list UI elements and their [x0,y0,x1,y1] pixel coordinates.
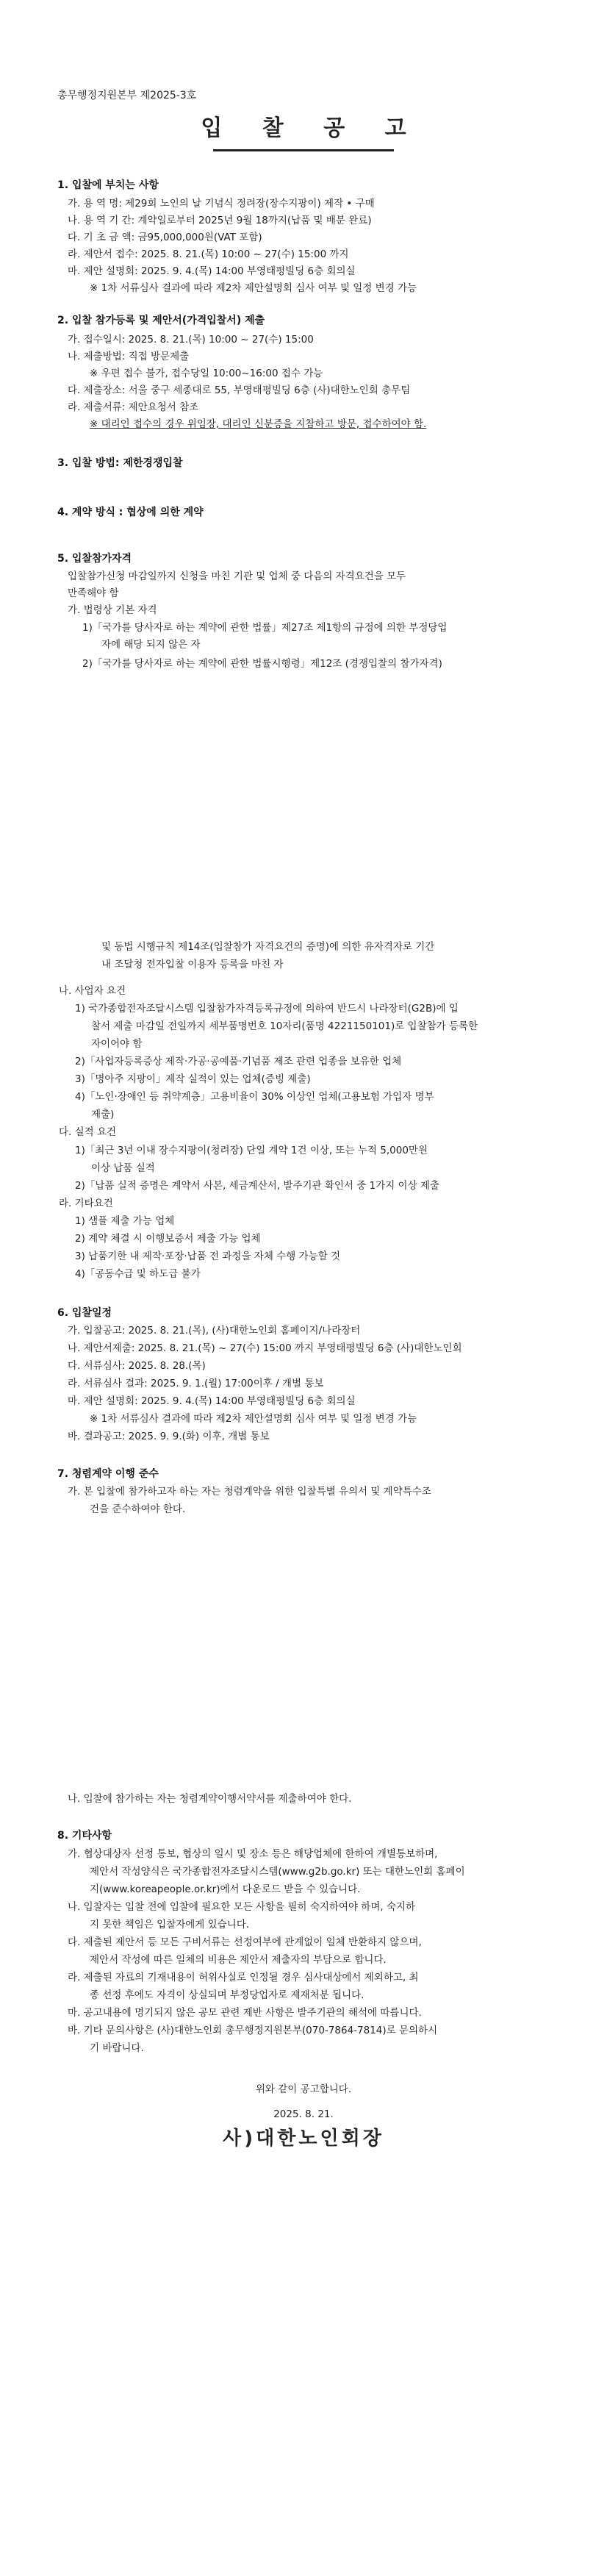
section-2-item-d-note: ※ 대리인 접수의 경우 위임장, 대리인 신분증을 지참하고 방문, 접수하여야 함. [90,418,427,430]
section-5-item-b4-line1: 4)「노인·장애인 등 취약계층」고용비율이 30% 이상인 업체(고용보험 가입자 명부 [75,1091,434,1103]
section-5-item-b2: 2)「사업자등록증상 제작·가공·공예품·기념품 제조 관련 업종을 보유한 업체 [75,1056,402,1067]
section-7-heading: 7. 청렴계약 이행 준수 [57,1468,159,1480]
section-2-item-b-note: ※ 우편 접수 불가, 접수당일 10:00~16:00 접수 가능 [90,368,323,379]
section-8-item-b-line2: 지 못한 책임은 입찰자에게 있습니다. [90,1919,250,1931]
section-6-item-a: 가. 입찰공고: 2025. 8. 21.(목), (사)대한노인회 홈페이지/나라장터 [68,1325,361,1337]
section-5-item-d: 라. 기타요건 [59,1198,113,1209]
section-1-note: ※ 1차 서류심사 결과에 따라 제2차 제안설명회 심사 여부 및 일정 변경 가능 [90,282,417,294]
section-8-item-a-line1: 가. 협상대상자 선정 통보, 협상의 일시 및 장소 등은 해당업체에 한하여 개별통보하며, [68,1848,438,1860]
section-7-item-a-line1: 가. 본 입찰에 참가하고자 하는 자는 청렴계약을 위한 입찰특별 유의서 및 계약특수조 [68,1486,431,1498]
section-8-item-e: 마. 공고내용에 명기되지 않은 공모 관련 제반 사항은 발주기관의 해석에 따릅니다. [68,2007,422,2019]
section-6-note: ※ 1차 서류심사 결과에 따라 제2차 제안설명회 심사 여부 및 일정 변경 가능 [90,1413,417,1425]
section-5-item-a2-line2: 및 동법 시행규칙 제14조(입찰참가 자격요건의 증명)에 의한 유자격자로 기간 [101,941,435,953]
section-8-heading: 8. 기타사항 [57,1830,112,1842]
section-8-item-d-line2: 종 선정 후에도 자격이 상실되며 부정당업자로 제재처분 됩니다. [90,1989,364,2001]
section-5-item-c1-line2: 이상 납품 실적 [91,1162,155,1174]
section-6-item-f: 바. 결과공고: 2025. 9. 9.(화) 이후, 개별 통보 [68,1431,270,1442]
section-6-item-b: 나. 제안서제출: 2025. 8. 21.(목) ~ 27(수) 15:00 까지 부영태평빌딩 6층 (사)대한노인회 [68,1342,462,1354]
section-1-item-d: 라. 제안서 접수: 2025. 8. 21.(목) 10:00 ~ 27(수) 15:00 까지 [68,248,349,260]
section-8-item-a-line2: 제안서 작성양식은 국가종합전자조달시스템(www.g2b.go.kr) 또는 대한노인회 홈페이 [90,1866,465,1878]
section-2-item-d: 라. 제출서류: 제안요청서 참조 [68,401,199,413]
section-5-item-c1-line1: 1)「최근 3년 이내 장수지팡이(청려장) 단일 계약 1건 이상, 또는 누적 5,000만원 [75,1145,428,1156]
section-5-item-c: 다. 실적 요건 [59,1126,117,1138]
section-1-item-b: 나. 용 역 기 간: 계약일로부터 2025년 9월 18까지(납품 및 배분 완료) [68,215,372,226]
section-2-item-a: 가. 접수일시: 2025. 8. 21.(목) 10:00 ~ 27(수) 15:00 [68,334,314,346]
section-5-item-a1-line1: 1)「국가를 당사자로 하는 계약에 관한 법률」제27조 제1항의 규정에 의한 부정당업 [82,622,448,634]
issuing-organization: 사)대한노인회장 [223,2128,384,2150]
closing-statement: 위와 같이 공고합니다. [255,2083,352,2095]
section-5-item-a1-line2: 자에 해당 되지 않은 자 [101,639,201,651]
section-1-heading: 1. 입찰에 부치는 사항 [57,179,159,191]
section-8-item-d-line1: 라. 제출된 자료의 기재내용이 허위사실로 인정될 경우 심사대상에서 제외하고, 최 [68,1972,419,1983]
section-1-item-a: 가. 용 역 명: 제29회 노인의 날 기념식 정려장(장수지팡이) 제작 • 구매 [68,198,375,210]
section-5-item-d2: 2) 계약 체결 시 이행보증서 제출 가능 업체 [75,1233,261,1245]
section-5-item-a: 가. 법령상 기본 자격 [68,604,157,616]
section-2-heading: 2. 입찰 참가등록 및 제안서(가격입찰서) 제출 [57,315,265,326]
section-5-item-b1-line1: 1) 국가종합전자조달시스템 입찰참가자격등록규정에 의하여 반드시 나라장터(G2B)에 입 [75,1003,459,1015]
section-5-item-b3: 3)「명아주 지팡이」제작 실적이 있는 업체(증빙 제출) [75,1073,311,1085]
section-6-heading: 6. 입찰일정 [57,1307,112,1319]
section-5-item-a2-line1: 2)「국가를 당사자로 하는 계약에 관한 법률시행령」제12조 (경쟁입찰의 참가자격) [82,658,442,670]
section-5-heading: 5. 입찰참가자격 [57,553,132,565]
closing-date: 2025. 8. 21. [273,2108,334,2120]
section-5-item-a2-line3: 내 조달청 전자입찰 이용자 등록을 마친 자 [101,959,284,970]
section-3-heading: 3. 입찰 방법: 제한경쟁입찰 [57,457,183,469]
section-8-item-a-line3: 지(www.koreapeople.or.kr)에서 다운로드 받을 수 있습니다. [90,1883,361,1895]
section-2-item-b: 나. 제출방법: 직접 방문제출 [68,351,190,362]
section-8-item-b-line1: 나. 입찰자는 입찰 전에 입찰에 필요한 모든 사항을 필히 숙지하여야 하며, 숙지하 [68,1901,416,1913]
section-5-item-c2: 2)「납품 실적 증명은 계약서 사본, 세금계산서, 발주기관 확인서 중 1가지 이상 제출 [75,1180,440,1192]
section-8-item-f-line1: 바. 기타 문의사항은 (사)대한노인회 총무행정지원본부(070-7864-7814)로 문의하시 [68,2025,438,2036]
section-6-item-e: 마. 제안 설명회: 2025. 9. 4.(목) 14:00 부영태평빌딩 6층 회의실 [68,1395,356,1407]
section-5-item-b1-line2: 찰서 제출 마감일 전일까지 세부품명번호 10자리(품명 4221150101)로 입찰참가 등록한 [91,1020,478,1032]
section-5-item-d3: 3) 납품기한 내 제작·포장·납품 전 과정을 자체 수행 가능할 것 [75,1251,341,1262]
section-5-item-b4-line2: 제출) [91,1109,115,1120]
section-7-item-a-line2: 건을 준수하여야 한다. [90,1503,186,1515]
section-8-item-f-line2: 기 바랍니다. [90,2042,144,2054]
section-5-intro-line2: 만족해야 함 [68,587,119,599]
title-underline [213,149,394,151]
section-5-item-d1: 1) 샘플 제출 가능 업체 [75,1215,175,1227]
section-2-item-c: 다. 제출장소: 서울 중구 세종대로 55, 부영태평빌딩 6층 (사)대한노인회 총무팀 [68,384,411,396]
section-7-item-b: 나. 입찰에 참가하는 자는 청렴계약이행서약서를 제출하여야 한다. [68,1793,352,1805]
section-1-item-e: 마. 제안 설명회: 2025. 9. 4.(목) 14:00 부영태평빌딩 6층 회의실 [68,265,356,277]
section-4-heading: 4. 계약 방식 : 협상에 의한 계약 [57,507,204,518]
section-5-item-d4: 4)「공동수급 및 하도급 불가 [75,1268,201,1280]
section-5-item-b: 나. 사업자 요건 [59,985,126,997]
section-5-intro-line1: 입찰참가신청 마감일까지 신청을 마친 기관 및 업체 중 다음의 자격요건을 모두 [68,570,406,582]
section-8-item-c-line1: 다. 제출된 제안서 등 모든 구비서류는 선정여부에 관계없이 일체 반환하지 않으며, [68,1936,422,1948]
section-6-item-c: 다. 서류심사: 2025. 8. 28.(목) [68,1360,206,1372]
section-1-item-c: 다. 기 초 금 액: 금95,000,000원(VAT 포함) [68,232,262,243]
section-8-item-c-line2: 제안서 작성에 따른 일체의 비용은 제안서 제출자의 부담으로 합니다. [90,1954,387,1966]
document-number: 총무행정지원본부 제2025-3호 [57,90,197,101]
section-5-item-b1-line3: 자이어야 함 [91,1038,143,1050]
page-title: 입 찰 공 고 [201,115,423,141]
section-6-item-d: 라. 서류심사 결과: 2025. 9. 1.(월) 17:00이후 / 개별 통보 [68,1378,324,1389]
